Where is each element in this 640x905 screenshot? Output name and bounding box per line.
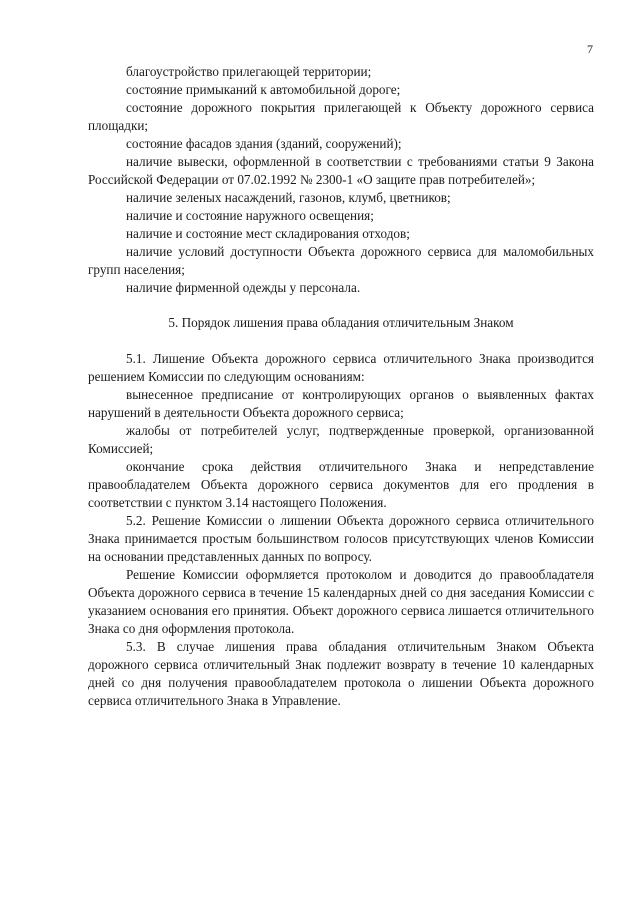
paragraph: 5.2. Решение Комиссии о лишении Объекта дорожного сервиса отличительного Знака принимается простым большинством голосов присутствующих членов Комиссии на основании представленных данных по вопросу. xyxy=(88,513,594,564)
document-body xyxy=(88,63,594,710)
paragraph: окончание срока действия отличительного Знака и непредставление правообладателем Объекта дорожного сервиса документов для его продления в соответствии с пунктом 3.14 настоящего Положения. xyxy=(88,459,594,510)
section-heading: 5. Порядок лишения права обладания отличительным Знаком xyxy=(168,315,514,330)
paragraph: 5.1. Лишение Объекта дорожного сервиса отличительного Знака производится решением Комиссии по следующим основаниям: xyxy=(88,351,594,384)
criteria-item: состояние примыканий к автомобильной дороге; xyxy=(126,82,401,97)
criteria-list xyxy=(88,63,594,297)
criteria-item: наличие условий доступности Объекта дорожного сервиса для маломобильных групп населения; xyxy=(88,244,594,277)
criteria-item: наличие и состояние мест складирования отходов; xyxy=(126,226,410,241)
paragraph: 5.3. В случае лишения права обладания отличительным Знаком Объекта дорожного сервиса отличительный Знак подлежит возврату в течение 10 календарных дней со дня получения правообладателем протокола о лишении Объекта дорожного сервиса отличительного Знака в Управление. xyxy=(88,639,594,708)
criteria-item: благоустройство прилегающей территории; xyxy=(126,64,372,79)
paragraph: жалобы от потребителей услуг, подтвержденные проверкой, организованной Комиссией; xyxy=(88,423,594,456)
criteria-item: наличие и состояние наружного освещения; xyxy=(126,208,374,223)
criteria-item: состояние дорожного покрытия прилегающей к Объекту дорожного сервиса площадки; xyxy=(88,100,594,133)
paragraph: вынесенное предписание от контролирующих органов о выявленных фактах нарушений в деятельности Объекта дорожного сервиса; xyxy=(88,387,594,420)
criteria-item: наличие фирменной одежды у персонала. xyxy=(126,280,361,295)
criteria-item: состояние фасадов здания (зданий, сооружений); xyxy=(126,136,402,151)
page-number: 7 xyxy=(587,42,593,56)
paragraph: Решение Комиссии оформляется протоколом и доводится до правообладателя Объекта дорожного сервиса в течение 15 календарных дней со дня заседания Комиссии с указанием основания его принятия. Объект дорожного сервиса лишается отличительного Знака со дня оформления протокола. xyxy=(88,567,594,636)
criteria-item: наличие вывески, оформленной в соответствии с требованиями статьи 9 Закона Российской Федерации от 07.02.1992 № 2300-1 «О защите прав потребителей»; xyxy=(88,154,594,187)
criteria-item: наличие зеленых насаждений, газонов, клумб, цветников; xyxy=(126,190,451,205)
section-body xyxy=(88,350,594,710)
